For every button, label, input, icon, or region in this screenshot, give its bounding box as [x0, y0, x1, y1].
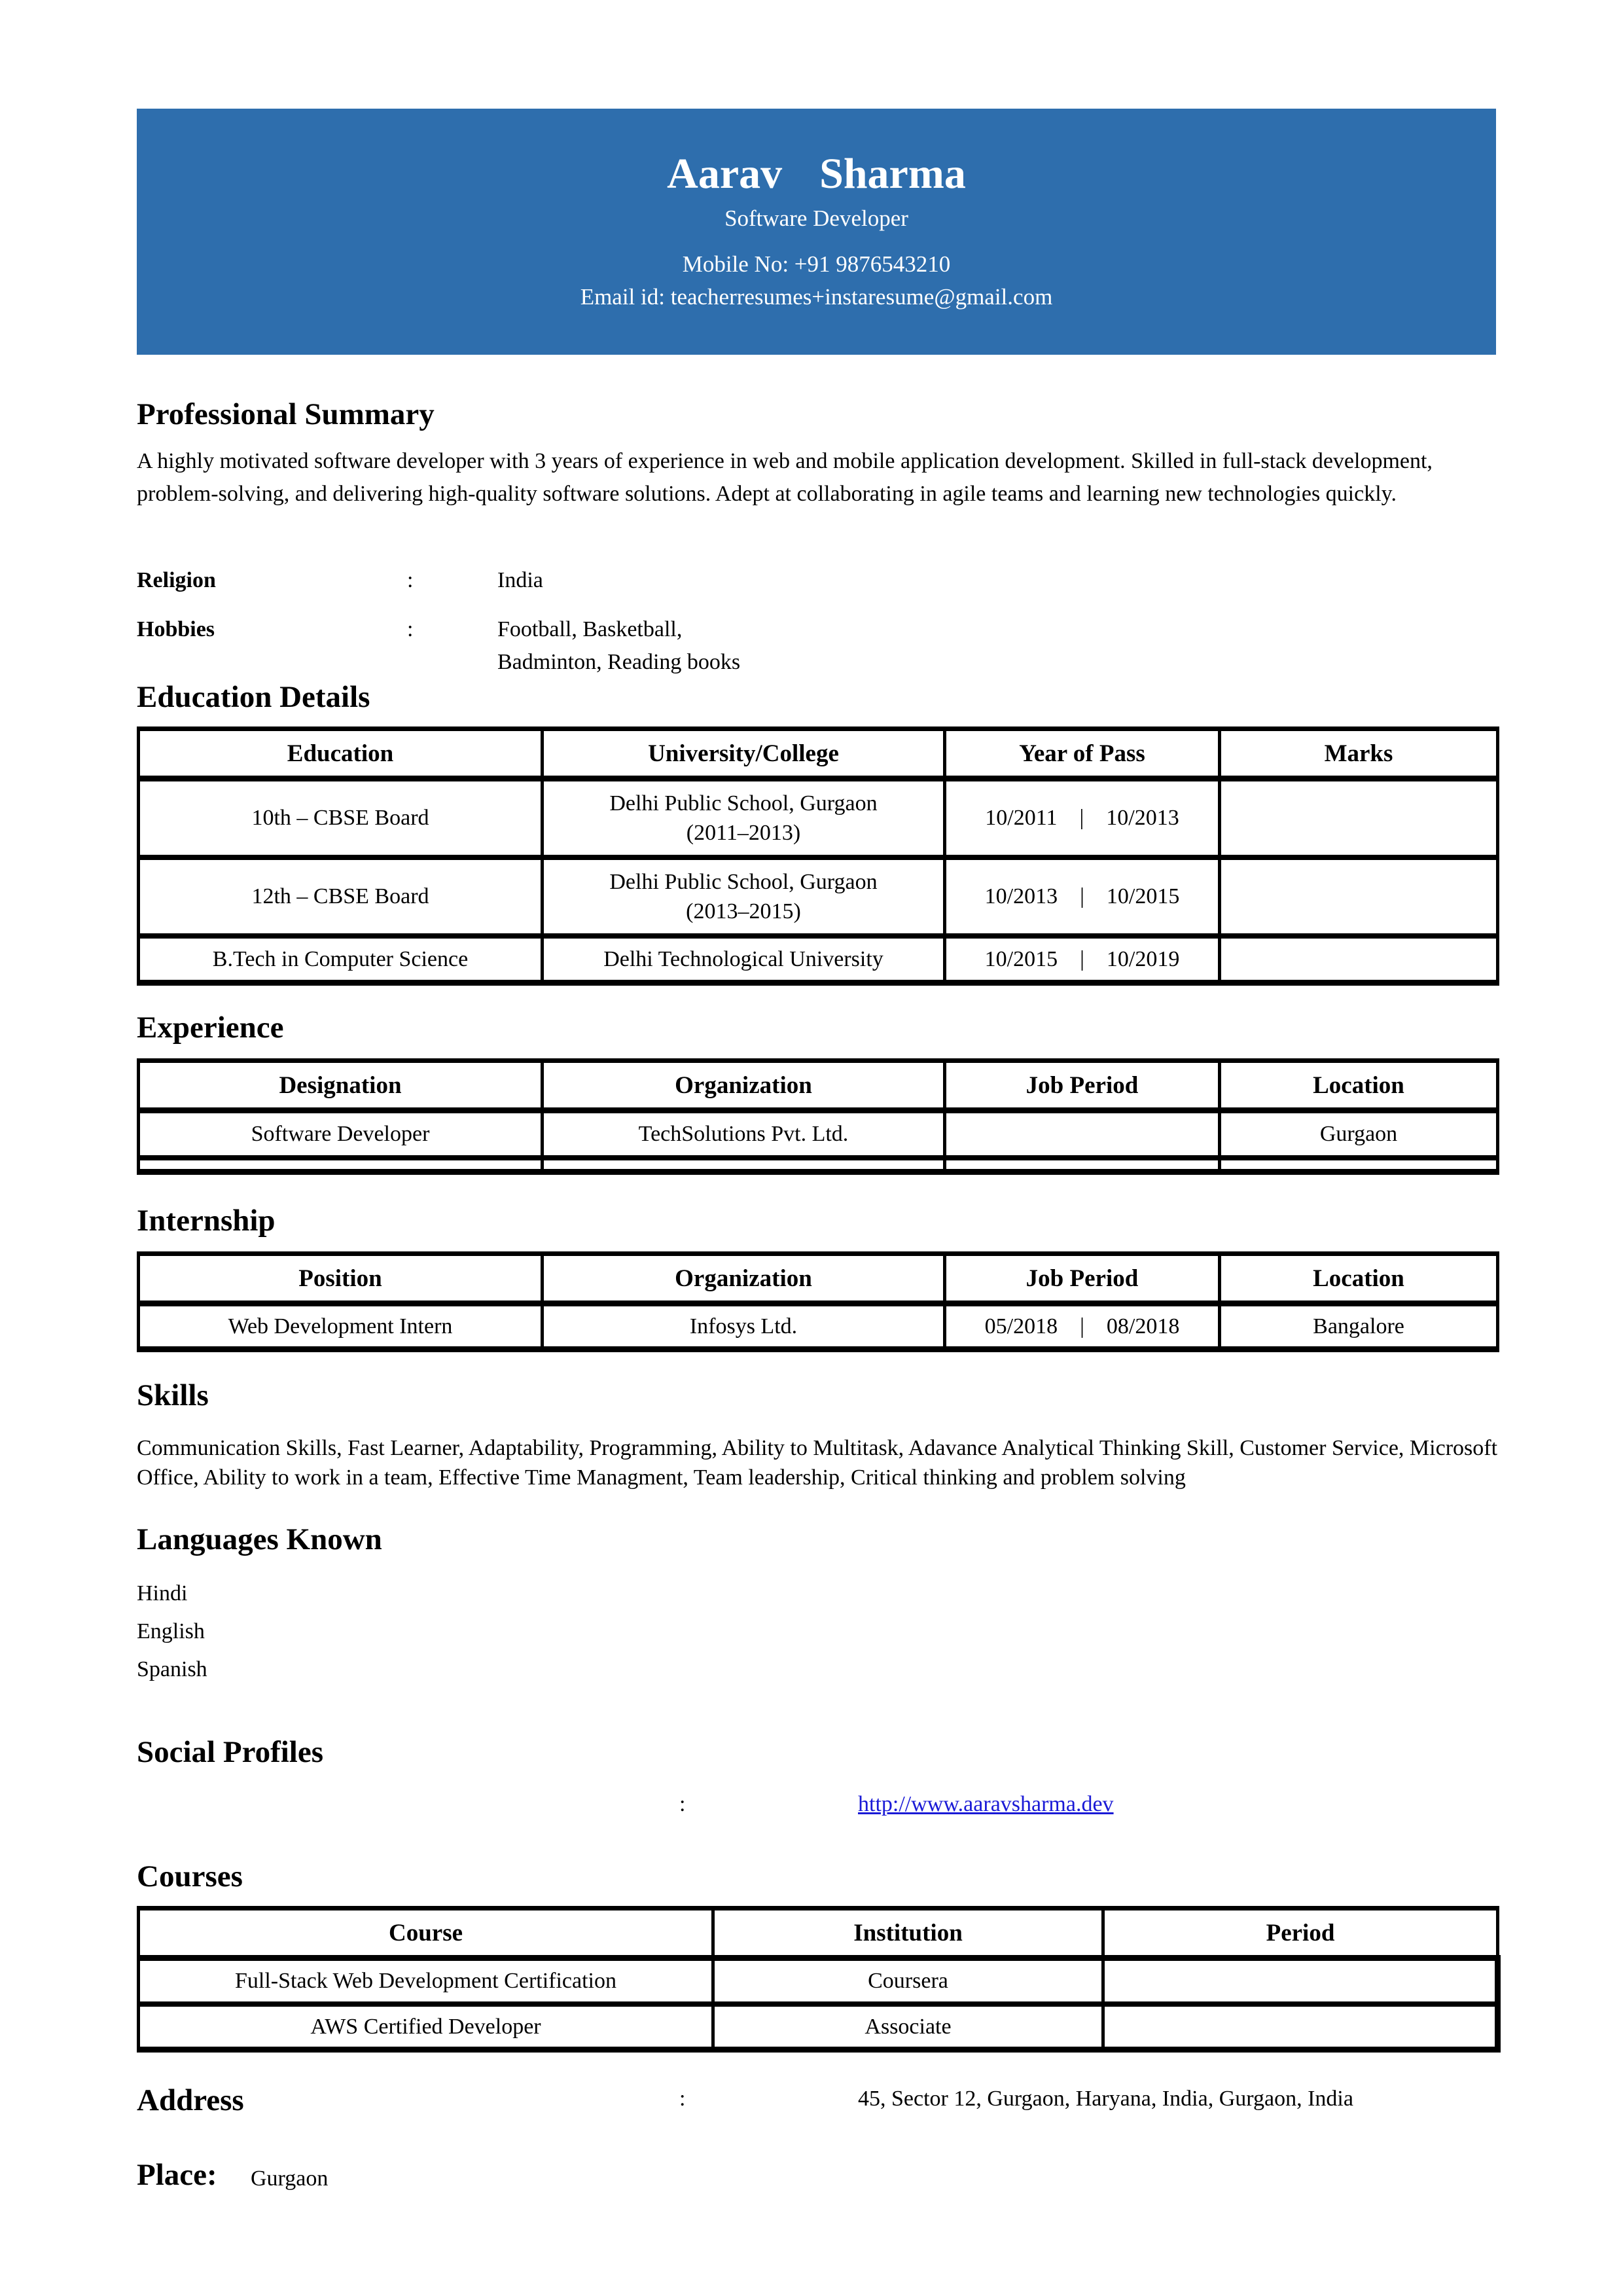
college-name: Delhi Public School, Gurgaon — [609, 869, 878, 894]
hobbies-line-1: Football, Basketball, — [497, 617, 683, 641]
column-header: Institution — [713, 1909, 1103, 1958]
marks-cell — [1220, 779, 1498, 857]
to-date: 10/2019 — [1106, 946, 1180, 971]
language-item: Spanish — [137, 1657, 207, 1681]
organization-cell: Infosys Ltd. — [543, 1304, 945, 1350]
college-cell: Delhi Technological University — [543, 936, 945, 983]
position-cell: Web Development Intern — [139, 1304, 543, 1350]
table-row — [139, 857, 1498, 936]
college-cell — [543, 779, 945, 857]
column-header: Organization — [543, 1061, 945, 1111]
job-period-cell — [945, 1158, 1220, 1172]
website-link[interactable]: http://www.aaravsharma.dev — [858, 1792, 1114, 1816]
table-row — [139, 1158, 1498, 1172]
hobbies-line-2: Badminton, Reading books — [497, 650, 741, 674]
education-cell: 12th – CBSE Board — [139, 857, 543, 936]
column-header: Job Period — [945, 1254, 1220, 1304]
college-years: (2013–2015) — [686, 899, 801, 924]
languages-heading: Languages Known — [137, 1522, 382, 1556]
language-item: Hindi — [137, 1581, 188, 1605]
year-of-pass-cell — [945, 857, 1220, 936]
column-header: Location — [1220, 1254, 1498, 1304]
table-row — [139, 2004, 1498, 2050]
place-label: Place: — [137, 2158, 217, 2192]
column-header: Year of Pass — [945, 729, 1220, 779]
location-cell — [1220, 1158, 1498, 1172]
college-name: Delhi Public School, Gurgaon — [609, 791, 878, 816]
period-cell — [1103, 2004, 1498, 2050]
marks-cell — [1220, 936, 1498, 983]
year-of-pass-cell — [945, 779, 1220, 857]
year-of-pass-cell — [945, 936, 1220, 983]
table-row — [139, 1958, 1498, 2004]
organization-cell — [543, 1158, 945, 1172]
contact-mobile: Mobile No: +91 9876543210 — [682, 251, 951, 277]
date-separator: | — [1079, 806, 1084, 831]
religion-label: Religion — [137, 568, 216, 592]
job-period-cell — [945, 1304, 1220, 1350]
place-value: Gurgaon — [251, 2166, 329, 2191]
column-header: Position — [139, 1254, 543, 1304]
date-separator: | — [1080, 1314, 1084, 1338]
organization-cell: TechSolutions Pvt. Ltd. — [543, 1111, 945, 1158]
address-colon: : — [679, 2087, 686, 2111]
resume-page — [137, 109, 1496, 355]
skills-heading: Skills — [137, 1378, 209, 1412]
job-period-cell — [945, 1111, 1220, 1158]
institution-cell: Associate — [713, 2004, 1103, 2050]
date-separator: | — [1080, 946, 1084, 971]
designation-cell: Software Developer — [139, 1111, 543, 1158]
institution-cell: Coursera — [713, 1958, 1103, 2004]
language-item: English — [137, 1619, 205, 1643]
column-header: Job Period — [945, 1061, 1220, 1111]
period-cell — [1103, 1958, 1498, 2004]
skills-text: Communication Skills, Fast Learner, Adaptability, Programming, Ability to Multitask, Adavance Analytical Thinking Skill, Customer Service, Microsoft Office, Ability to work in a team, Effective Time Managment, Team leadership, Critical thinking and problem solving — [137, 1436, 1498, 1490]
column-header: Location — [1220, 1061, 1498, 1111]
address-heading: Address — [137, 2083, 244, 2117]
location-cell: Bangalore — [1220, 1304, 1498, 1350]
course-cell: Full-Stack Web Development Certification — [139, 1958, 713, 2004]
marks-cell — [1220, 857, 1498, 936]
date-separator: | — [1080, 884, 1084, 908]
courses-header-row — [139, 1909, 1498, 1958]
internship-header-row — [139, 1254, 1498, 1304]
column-header: Marks — [1220, 729, 1498, 779]
column-header: Education — [139, 729, 543, 779]
location-cell: Gurgaon — [1220, 1111, 1498, 1158]
designation-cell — [139, 1158, 543, 1172]
college-years: (2011–2013) — [686, 820, 801, 845]
from-date: 10/2011 — [985, 806, 1058, 831]
social-heading: Social Profiles — [137, 1735, 324, 1769]
column-header: Period — [1103, 1909, 1498, 1958]
column-header: Organization — [543, 1254, 945, 1304]
address-value: 45, Sector 12, Gurgaon, Haryana, India, Gurgaon, India — [858, 2087, 1353, 2111]
candidate-name: Aarav Sharma — [667, 150, 966, 198]
experience-header-row — [139, 1061, 1498, 1111]
table-row — [139, 779, 1498, 857]
education-header-row — [139, 729, 1498, 779]
hobbies-label: Hobbies — [137, 617, 215, 641]
from-date: 10/2015 — [984, 946, 1058, 971]
experience-heading: Experience — [137, 1011, 284, 1045]
summary-text: A highly motivated software developer with 3 years of experience in web and mobile application development. Skilled in full-stack development, problem-solving, and delivering high-quality software solutions. Adept at collaborating in agile teams and learning new technologies quickly. — [137, 449, 1433, 506]
internship-table — [137, 1251, 1499, 1352]
hobbies-colon: : — [407, 617, 414, 641]
column-header: University/College — [543, 729, 945, 779]
social-colon: : — [679, 1792, 686, 1816]
column-header: Designation — [139, 1061, 543, 1111]
from-date: 05/2018 — [984, 1314, 1058, 1338]
hobbies-value — [497, 613, 890, 679]
to-date: 10/2015 — [1106, 884, 1180, 908]
education-cell: 10th – CBSE Board — [139, 779, 543, 857]
contact-email: Email id: teacherresumes+instaresume@gmail.com — [580, 284, 1053, 310]
column-header: Course — [139, 1909, 713, 1958]
table-row — [139, 1111, 1498, 1158]
course-cell: AWS Certified Developer — [139, 2004, 713, 2050]
religion-value: India — [497, 568, 543, 592]
from-date: 10/2013 — [984, 884, 1058, 908]
college-cell — [543, 857, 945, 936]
table-row — [139, 936, 1498, 983]
education-table — [137, 726, 1499, 986]
education-heading: Education Details — [137, 680, 370, 714]
experience-table — [137, 1058, 1499, 1175]
candidate-title: Software Developer — [724, 206, 908, 231]
religion-colon: : — [407, 568, 414, 592]
header-banner — [137, 109, 1496, 355]
to-date: 08/2018 — [1106, 1314, 1180, 1338]
summary-heading: Professional Summary — [137, 397, 435, 431]
courses-heading: Courses — [137, 1859, 243, 1893]
table-row — [139, 1304, 1498, 1350]
internship-heading: Internship — [137, 1204, 276, 1238]
courses-table — [137, 1906, 1501, 2053]
to-date: 10/2013 — [1106, 806, 1179, 831]
education-cell: B.Tech in Computer Science — [139, 936, 543, 983]
